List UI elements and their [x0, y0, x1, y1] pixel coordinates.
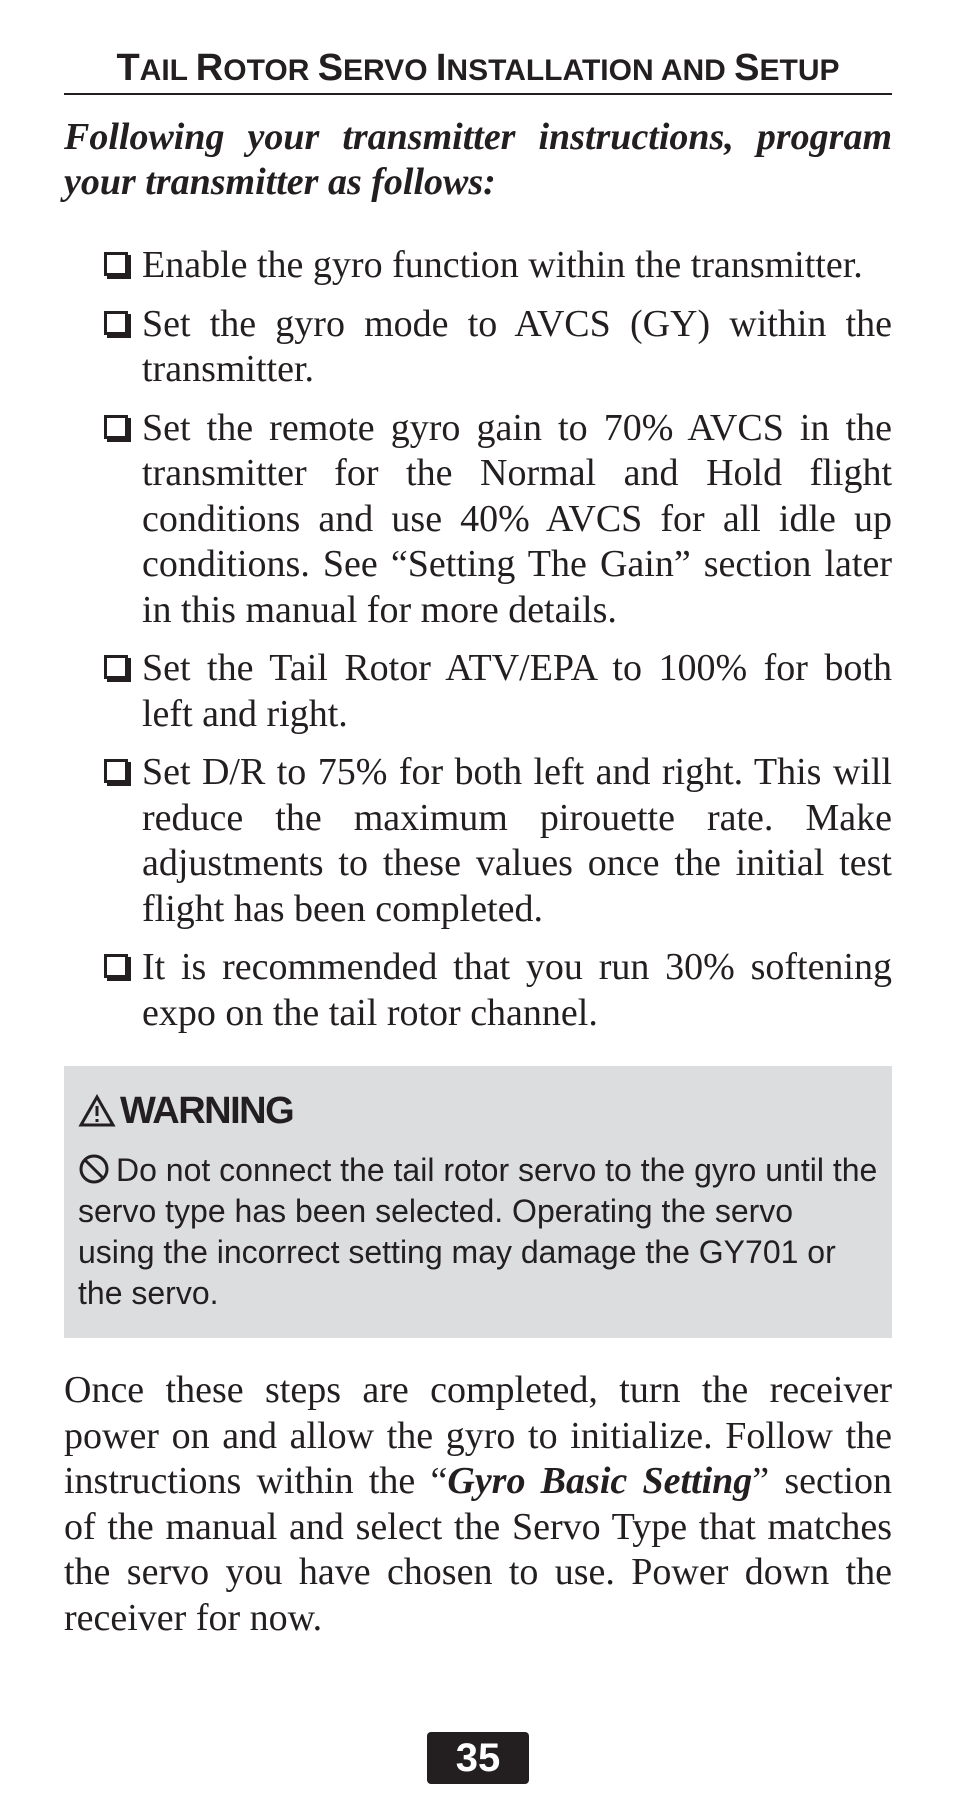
checklist-item-text: Enable the gyro function within the transmitter. [142, 244, 863, 286]
manual-page [64, 44, 892, 1641]
checklist-item-text: Set the Tail Rotor ATV/EPA to 100% for both left and right. [142, 647, 892, 735]
title-initial: R [195, 47, 224, 89]
checkbox-icon [104, 759, 128, 783]
checkbox-icon [104, 311, 128, 335]
warning-message-text: Do not connect the tail rotor servo to the gyro until the servo type has been selected. Operating the servo using the incorrect setting may damage the GY701 or the servo. [78, 1152, 878, 1311]
checklist-item [64, 302, 892, 393]
title-initial: S [317, 47, 344, 89]
checklist-item-text: Set the remote gyro gain to 70% AVCS in the transmitter for the Normal and Hold flight conditions and use 40% AVCS for all idle up conditions. See “Setting The Gain” section later in this manual for more details. [142, 406, 892, 631]
checklist-item-text: Set the gyro mode to AVCS (GY) within the transmitter. [142, 302, 892, 390]
checkbox-icon [104, 415, 128, 439]
title-rest: ETUP [759, 54, 840, 87]
checklist-item [64, 945, 892, 1036]
checklist-item-text: Set D/R to 75% for both left and right. This will reduce the maximum pirouette rate. Make adjustments to these values once the initial test flight has been completed. [142, 751, 892, 930]
title-initial: S [734, 47, 760, 89]
prohibited-icon [78, 1153, 110, 1185]
page-number: 35 [427, 1732, 529, 1784]
title-initial: I [435, 47, 447, 89]
checkbox-icon [104, 655, 128, 679]
warning-heading-text: WARNING [120, 1090, 294, 1132]
section-title [64, 44, 892, 95]
checklist-item [64, 243, 892, 289]
title-rest: ERVO [343, 54, 436, 87]
closing-text: Once these steps are completed, turn the receiver power on and allow the gyro to initialize. Follow the instructions within the “ [64, 1369, 892, 1502]
closing-text: ” section of the manual and select the Servo Type that matches the servo you have chosen to use. Power down the receiver for now. [64, 1460, 892, 1639]
title-initial: T [116, 47, 140, 89]
title-rest: OTOR [223, 54, 318, 87]
checklist-item [64, 750, 892, 932]
closing-paragraph [64, 1368, 892, 1641]
warning-box [64, 1066, 892, 1338]
checkbox-icon [104, 954, 128, 978]
warning-triangle-icon [78, 1094, 116, 1128]
checklist-item [64, 406, 892, 634]
warning-heading [78, 1090, 878, 1132]
intro-instructions: Following your transmitter instructions, program your transmitter as follows: [64, 116, 892, 203]
setup-checklist [64, 243, 892, 1036]
checkbox-icon [104, 252, 128, 276]
checklist-item [64, 646, 892, 737]
gyro-basic-setting-reference: Gyro Basic Setting [447, 1460, 753, 1502]
warning-message [78, 1150, 878, 1314]
checklist-item-text: It is recommended that you run 30% softening expo on the tail rotor channel. [142, 946, 892, 1034]
title-rest: NSTALLATION AND [446, 54, 735, 87]
title-rest: AIL [139, 54, 196, 87]
